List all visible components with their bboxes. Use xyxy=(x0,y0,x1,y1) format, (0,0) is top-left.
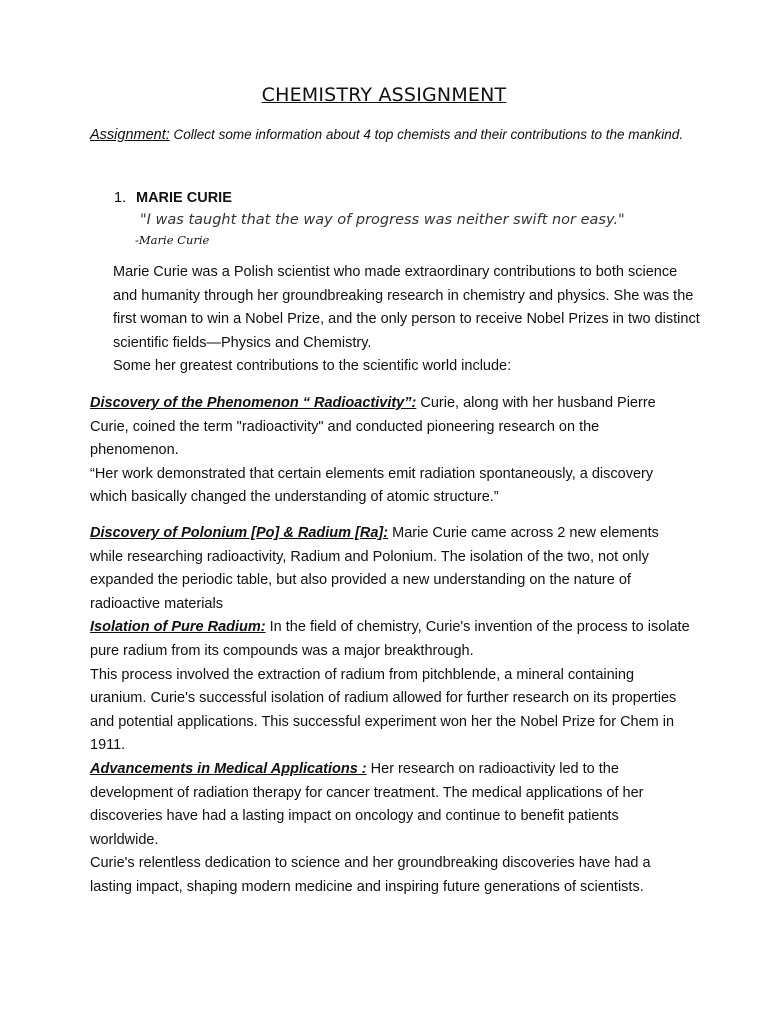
assignment-text: Collect some information about 4 top chemists and their contributions to the mankind. xyxy=(169,127,684,142)
medical-heading: Advancements in Medical Applications : xyxy=(90,760,367,777)
closing-paragraph: Curie's relentless dedication to science and her groundbreaking discoveries have had a lasting impact, shaping modern medicine and inspiring future generations of scientists. xyxy=(90,855,651,895)
polonium-heading: Discovery of Polonium [Po] & Radium [Ra]: xyxy=(90,525,389,541)
radioactivity-heading: Discovery of the Phenomenon “ Radioactivity”: xyxy=(90,395,417,411)
polonium-paragraph xyxy=(90,522,690,616)
intro-lead-in: Some her greatest contributions to the scientific world include: xyxy=(113,358,512,375)
radioactivity-text: Curie, along with her husband Pierre Curie, coined the term "radioactivity" and conducted pioneering research on the phenomenon. xyxy=(90,395,656,459)
list-number: 1. xyxy=(114,190,127,206)
page-title: CHEMISTRY ASSIGNMENT xyxy=(261,84,507,106)
chemist-name: MARIE CURIE xyxy=(136,190,232,206)
isolation-paragraph xyxy=(90,616,690,663)
assignment-label: Assignment: xyxy=(90,127,170,143)
polonium-text: Marie Curie came across 2 new elements while researching radioactivity, Radium and Polonium. The isolation of the two, not only expanded the periodic table, but also provided a new understanding on the nature of radioactive materials xyxy=(90,525,659,612)
isolation-extra: This process involved the extraction of radium from pitchblende, a mineral containing uranium. Curie's successful isolation of radium allowed for further research on its properties and potential applications. This successful experiment won her the Nobel Prize for Chem in 1911. xyxy=(90,666,677,754)
medical-paragraph xyxy=(90,758,690,852)
chemist-quote: "I was taught that the way of progress was neither swift nor easy." xyxy=(140,212,625,228)
intro-paragraph xyxy=(113,261,703,379)
chemist-heading xyxy=(114,190,232,206)
radioactivity-paragraph xyxy=(90,392,690,463)
quote-attribution: -Marie Curie xyxy=(135,233,210,247)
radioactivity-quote: “Her work demonstrated that certain elements emit radiation spontaneously, a discovery which basically changed the understanding of atomic structure.” xyxy=(90,465,654,506)
medical-text: Her research on radioactivity led to the development of radiation therapy for cancer treatment. The medical applications of her discoveries have had a lasting impact on oncology and continue to benefit patients worldwide. xyxy=(90,760,644,848)
assignment-instruction xyxy=(90,124,690,146)
isolation-heading: Isolation of Pure Radium: xyxy=(90,619,266,636)
intro-text: Marie Curie was a Polish scientist who made extraordinary contributions to both science and humanity through her groundbreaking research in chemistry and physics. She was the first woman to win a Nobel Prize, and the only person to receive Nobel Prizes in two distinct scientific fields—Physics and Chemistry. xyxy=(113,264,700,351)
isolation-text: In the field of chemistry, Curie's invention of the process to isolate pure radium from its compounds was a major breakthrough. xyxy=(90,619,690,659)
section-radioactivity xyxy=(90,392,690,510)
section-polonium-radium xyxy=(90,522,690,900)
